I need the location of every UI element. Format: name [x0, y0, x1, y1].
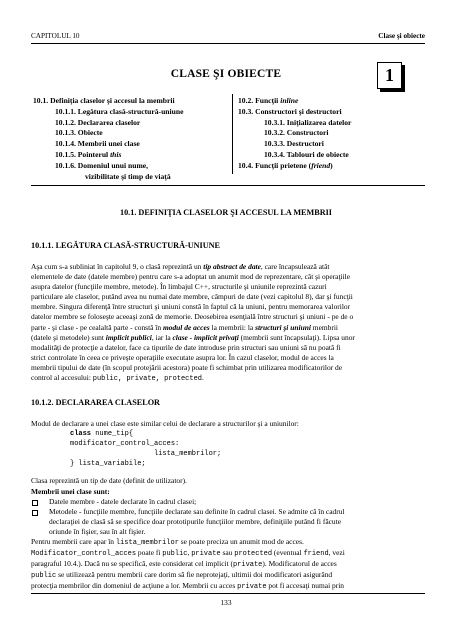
- subsection-heading: 10.1.2. DECLARAREA CLASELOR: [31, 398, 160, 407]
- toc-entry: 10.3.2. Constructori: [264, 128, 329, 138]
- text-span: sau: [222, 548, 233, 558]
- text-span: (datele şi metodele) sunt: [31, 332, 104, 342]
- bullet-item: [31, 497, 425, 507]
- text-span: protecţia membrilor din domeniul de acţiune a lor. Membrii cu acces: [31, 581, 236, 591]
- text-emph: tip abstract de date: [203, 262, 261, 271]
- toc-entry-text: 10.2. Funcţii: [238, 96, 279, 105]
- bullet-text: oriunde în fişier, sau în alt fişier.: [49, 526, 146, 536]
- para-line: [31, 537, 425, 548]
- text-span: .: [201, 373, 204, 383]
- para-line: membre. Singura diferenţă între structuri şi uniuni constă în faptul că la uniuni, pentru memorarea valorilor: [31, 302, 351, 312]
- code-keyword: class: [70, 430, 92, 439]
- page-number: 133: [220, 598, 232, 607]
- checkbox-bullet-icon: [32, 510, 38, 516]
- code-inline: protected: [234, 550, 273, 559]
- para-line: [31, 333, 425, 343]
- chapter-number-box: 1: [377, 62, 402, 89]
- text-span: parte - şi clase - pe cealaltă parte - constă în: [31, 322, 162, 332]
- text-span: pot fi accesaţi numai prin: [268, 581, 344, 591]
- toc-entry: 10.1.2. Declararea claselor: [55, 117, 141, 127]
- text-span: se poate preciza un anumit mod de acces.: [180, 537, 304, 547]
- toc-entry: 10.1.1. Legătura clasă-structură-uniune: [55, 106, 184, 116]
- text-span: Pentru membrii care apar în: [31, 537, 115, 547]
- para-line: membrii tipului de date (în scopul protejării acestora) poate fi schimbat prin utilizarea modificatorilor de: [31, 362, 343, 372]
- bullet-text: Datele membre - datele declarate în cadrul clasei;: [49, 496, 197, 506]
- section-heading: 10.1. DEFINIŢIA CLASELOR ŞI ACCESUL LA MEMBRII: [119, 208, 332, 217]
- code-inline: private: [232, 561, 263, 570]
- subsection-heading: 10.1.1. LEGĂTURA CLASĂ-STRUCTURĂ-UNIUNE: [31, 241, 221, 250]
- code-inline: Modificator_control_acces: [31, 550, 137, 559]
- toc-entry: 10.1.6. Domeniul unui nume,: [55, 160, 149, 170]
- text-span: (eventual: [273, 548, 302, 558]
- paragraph-class-structure: [31, 262, 425, 384]
- checkbox-bullet-icon: [32, 500, 38, 506]
- text-emph: clase - implicit privaţi: [172, 332, 239, 342]
- text-span: , vezi: [328, 548, 345, 558]
- para-line: Clasa reprezintă un tip de date (definit de utilizator).: [31, 476, 187, 486]
- text-emph: modul de acces: [162, 322, 210, 332]
- para-line: modalităţi de protecţie a datelor, face ca tipurile de date introduse prin structuri sau uniuni să nu poată fi: [31, 342, 341, 352]
- text-span: la membrii: la: [211, 322, 254, 332]
- para-line: strict controlate în ceea ce priveşte operaţiile executate asupra lor. În cazul claselor, modul de acces la: [31, 352, 334, 362]
- toc-left: [33, 96, 183, 182]
- code-inline: lista_membrilor: [115, 539, 179, 548]
- toc-entry: 10.3.4. Tablouri de obiecte: [264, 149, 349, 159]
- text-span: membrii: [312, 322, 338, 332]
- code-line: } lista_variabile;: [70, 460, 146, 469]
- code-inline: public, private, protected: [92, 375, 202, 384]
- toc-entry: 10.1.3. Obiecte: [55, 128, 103, 138]
- code-inline: private: [237, 583, 267, 592]
- toc-entry-italic: inline: [280, 96, 299, 105]
- text-emph: implicit publici: [105, 332, 152, 342]
- code-line: lista_membrilor;: [154, 450, 222, 459]
- code-inline: private: [191, 550, 221, 559]
- text-span: Aşa cum s-a subliniat în capitolul 9, o clasă reprezintă un: [31, 262, 202, 271]
- para-line: [31, 373, 425, 384]
- running-header-topic: Clase şi obiecte: [378, 32, 425, 40]
- text-span: paragraful 10.4.). Dacă nu se specifică, este considerat cel implicit (: [31, 559, 233, 569]
- text-span: (membrii sunt încapsulaţi). Lipsa unor: [240, 332, 355, 342]
- text-span: ,: [187, 548, 190, 558]
- para-line: particulare ale claselor, putând avea nu numai date membre, câmpuri de date (vezi capitolul 8), dar şi funcţii: [31, 292, 353, 302]
- toc-entry: [238, 96, 351, 107]
- toc-rule: [31, 185, 425, 186]
- toc-entry-text: 10.4. Funcţii prietene (: [238, 160, 312, 170]
- toc-entry-text: ): [330, 160, 333, 170]
- para-line: asupra datelor (funcţiile membre, metode). În limbajul C++, structurile şi uniunile reprezintă cazuri: [31, 282, 327, 292]
- toc-entry: 10.3.1. Iniţializarea datelor: [264, 117, 352, 127]
- para-line: [31, 570, 425, 581]
- code-line: modificator_control_acces:: [70, 440, 180, 449]
- code-inline: friend: [303, 550, 329, 559]
- para-line: datelor membre se foloseşte aceeaşi zonă de memorie. Deosebirea esenţială între structuri şi uniuni - pe de o: [31, 312, 354, 322]
- toc-entry: 10.1.4. Membrii unei clase: [55, 139, 140, 149]
- toc-divider: [232, 94, 233, 174]
- para-line: Membrii unei clase sunt:: [31, 486, 110, 496]
- toc-entry-italic: friend: [311, 160, 331, 170]
- text-span: control al accesului:: [31, 373, 91, 383]
- text-emph: structuri şi uniuni: [255, 322, 311, 332]
- text-span: , care încapsulează atât: [260, 262, 330, 271]
- code-text: nume_tip{: [91, 430, 134, 439]
- text-span: poate fi: [137, 548, 161, 558]
- para-line: elementele de date (datele membre) pentru care s-a adoptat un anumit mod de reprezentare, cât şi operaţiile: [31, 272, 351, 282]
- para-line: Modul de declarare a unei clase este similar celui de declarare a structurilor şi a uniunilor:: [31, 419, 299, 428]
- toc-entry-text: 10.1.5. Pointerul: [55, 149, 109, 159]
- para-line: [31, 323, 425, 333]
- code-inline: public: [31, 572, 57, 581]
- para-line: [31, 559, 425, 570]
- bullet-text: declaraţiei de clasă să se specifice doar prototipurile funcţiilor membre, definiţiile putând fi făcute: [49, 516, 342, 526]
- text-span: se utilizează pentru membrii care dorim să fie neprotejaţi, ultimii doi modificatori asigurând: [58, 570, 333, 580]
- para-line: [31, 581, 425, 592]
- code-line: [31, 429, 425, 439]
- toc-entry: [238, 161, 351, 172]
- footer-rule: [31, 593, 425, 594]
- toc-entry: 10.3. Constructori şi destructori: [238, 106, 342, 116]
- bullet-item: [31, 507, 425, 537]
- toc-entry-italic: this: [110, 149, 122, 159]
- toc-entry: [33, 150, 183, 161]
- running-header-chapter: CAPITOLUL 10: [31, 32, 80, 40]
- toc-entry: 10.3.3. Destructori: [264, 139, 324, 149]
- para-line: [31, 548, 425, 559]
- toc-entry: vizibilitate şi timp de viaţă: [85, 171, 171, 181]
- spacer: [31, 469, 425, 476]
- toc-right: [238, 96, 351, 172]
- toc-entry: 10.1. Definiţia claselor şi accesul la membrii: [33, 96, 175, 105]
- text-span: ). Modificatorul de acces: [262, 559, 337, 569]
- code-inline: public: [162, 550, 188, 559]
- paragraph-declaration: [31, 419, 425, 593]
- chapter-title: CLASE ŞI OBIECTE: [170, 68, 282, 80]
- para-line: [31, 262, 425, 272]
- bullet-text: Metodele - funcţiile membre, funcţiile declarate sau definite în cadrul clasei. Se admite că în cadrul: [49, 506, 345, 516]
- header-rule: [31, 43, 425, 44]
- text-span: , iar la: [151, 332, 171, 342]
